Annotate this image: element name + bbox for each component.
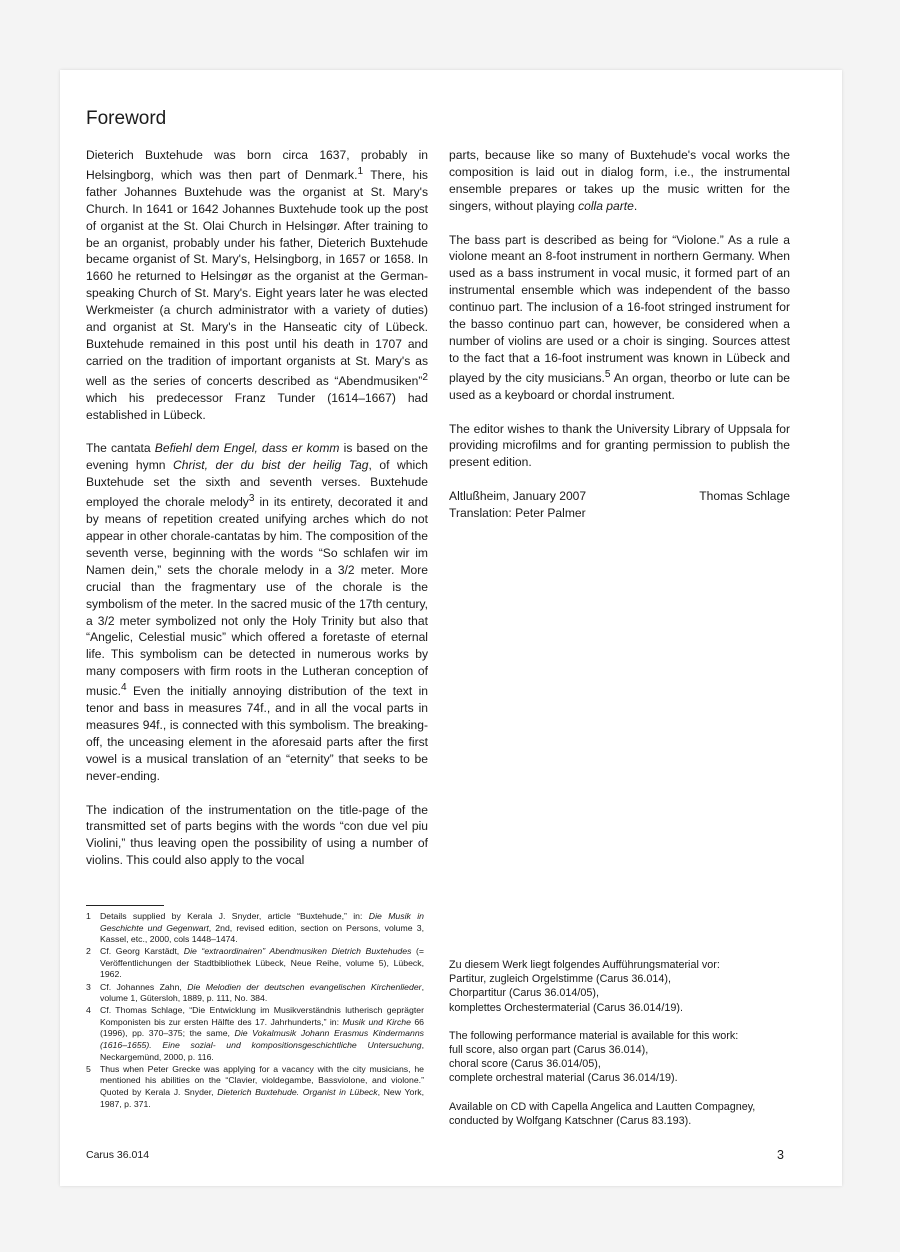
cd-info: Available on CD with Capella Angelica and Lautten Compagney, conducted by Wolfgang Katschner (Carus 83.193). [449, 1100, 756, 1127]
translator-credit: Translation: Peter Palmer [449, 506, 586, 521]
footnote-5: 5 Thus when Peter Grecke was applying for a vacancy with the city musicians, he mentioned his abilities on the “Clavier, violdegambe, Bassviolone, and violone.” Quoted by Kerala J. Snyder, Dieterich Buxtehude. Organist in Lübeck, New York, 1987, p. 371. [86, 1063, 424, 1109]
paragraph-biography: Dieterich Buxtehude was born circa 1637, probably in Helsingborg, which was then part of Denmark.$^1$ There, his father Johannes Buxtehude was the organist at St. Mary's Church. In 1641 or 1642 Johannes Buxtehude took up the post of organist at the St. Olai Church in Helsingør. After training to be an organist, probably under his father, Dieterich Buxtehude became organist of St. Mary's, Helsingborg, in 1657 or 1658. In 1660 he returned to Helsingør as the organist at the German-speaking Church of St. Mary's. Eight years later he was elected Werkmeister (a church administrator with a variety of duties) and organist at St. Mary's in the Hanseatic city of Lübeck. Buxtehude remained in this post until his death in 1707 and carried on the tradition of important organists at St. Mary's as well as the series of concerts described as “Abendmusiken”$^2$ which his predecessor Franz Tunder (1614–1667) had established in Lübeck. [86, 148, 428, 422]
paragraph-cantata: The cantata Befiehl dem Engel, dass er komm is based on the evening hymn Christ, der du bist der heilig Tag, of which Buxtehude set the sixth and seventh verses. Buxtehude employed the chorale melody$^3$ in its entirety, decorated it and by means of repetition created unifying arches which do not appear in other chorale-cantatas by him. The composition of the seventh verse, beginning with the words “So schlafen wir im Namen dein,” sets the chorale melody in a 3/2 meter. More crucial than the fragmentary use of the chorale is the symbolism of the meter. In the sacred music of the 17th century, a 3/2 meter symbolized not only the Holy Trinity but also that “Angelic, Celestial music” which offered a foretaste of eternal life. This symbolism can be detected in numerous works by many composers with firm roots in the Lutheran conception of music.$^4$ Even the initially annoying distribution of the text in tenor and bass in measures 74f., and in all the vocal parts in measures 94f., is connected with this symbolism. The breaking-off, the unceasing element in the aforesaid parts after the first vowel is a musical translation of an “eternity” that seeks to be never-ending. [86, 441, 429, 783]
footnote-rule [86, 905, 164, 906]
place-date: Altlußheim, January 2007 [449, 489, 587, 504]
page-title: Foreword [86, 108, 167, 129]
performance-english: The following performance material is available for this work: full score, also organ part (Carus 36.014), choral score (Carus 36.014/05), complete orchestral material (Carus 36.014/19). [449, 1029, 739, 1085]
left-column [86, 147, 428, 886]
page-number: 3 [777, 1148, 784, 1162]
footnote-2: 2 Cf. Georg Karstädt, Die “extraordinairen” Abendmusiken Dietrich Buxtehudes (= Veröffentlichungen der Stadtbibliothek Lübeck, Neue Reihe, volume 5), Lübeck, 1962. [86, 946, 424, 980]
footnote-4: 4 Cf. Thomas Schlage, “Die Entwicklung im Musikverständnis lutherisch geprägter Komponisten bis zur ersten Hälfte des 17. Jahrhunderts,” in: Musik und Kirche 66 (1996), pp. 370–375; the same, Die Vokalmusik Johann Erasmus Kindermanns (1616–1655). Eine sozial- und kompositionsgeschichtliche Untersuchung, Neckargemünd, 2000, p. 116. [86, 1005, 425, 1062]
right-column [449, 147, 790, 522]
catalog-number: Carus 36.014 [86, 1149, 150, 1161]
footnotes [86, 911, 424, 1111]
paragraph-instrumentation: The indication of the instrumentation on the title-page of the transmitted set of parts begins with the words “con due vel piu Violini,” thus leaving open the possibility of using a number of violins. This could also apply to the vocal [86, 802, 428, 868]
performance-german: Zu diesem Werk liegt folgendes Aufführungsmaterial vor: Partitur, zugleich Orgelstimme (Carus 36.014), Chorpartitur (Carus 36.014/05), komplettes Orchestermaterial (Carus 36.014/19). [449, 959, 720, 1014]
performance-material [449, 958, 794, 1142]
paragraph-dialog-form: parts, because like so many of Buxtehude's vocal works the composition is laid out in dialog form, i.e., the instrumental ensemble prepares or takes up the music written for the singers, without playing colla parte. [449, 148, 790, 213]
author-name: Thomas Schlage [699, 489, 790, 504]
paragraph-acknowledgement: The editor wishes to thank the University Library of Uppsala for providing microfilms and for granting permission to publish the present edition. [449, 421, 790, 470]
footnote-1: 1 Details supplied by Kerala J. Snyder, article “Buxtehude,” in: Die Musik in Geschichte und Gegenwart, 2nd, revised edition, section on Persons, volume 3, Kassel, etc., 2000, cols 1448–1474. [86, 911, 425, 945]
signature-line [449, 488, 790, 505]
footnote-3: 3 Cf. Johannes Zahn, Die Melodien der deutschen evangelischen Kirchenlieder, volume 1, Gütersloh, 1889, p. 111, No. 384. [86, 981, 424, 1004]
paragraph-bass-part: The bass part is described as being for “Violone.” As a rule a violone meant an 8-foot instrument in northern Germany. When used as a bass instrument in vocal music, it formed part of an instrumental ensemble which was independent of the basso continuo part. The inclusion of a 16-foot stringed instrument for the basso continuo part can, however, be considered when a number of violins are used or a choir is singing. Sources attest to the fact that a 16-foot instrument was known in Lübeck and played by the city musicians.$^5$ An organ, theorbo or lute can be used as a keyboard or chordal instrument. [449, 232, 790, 402]
